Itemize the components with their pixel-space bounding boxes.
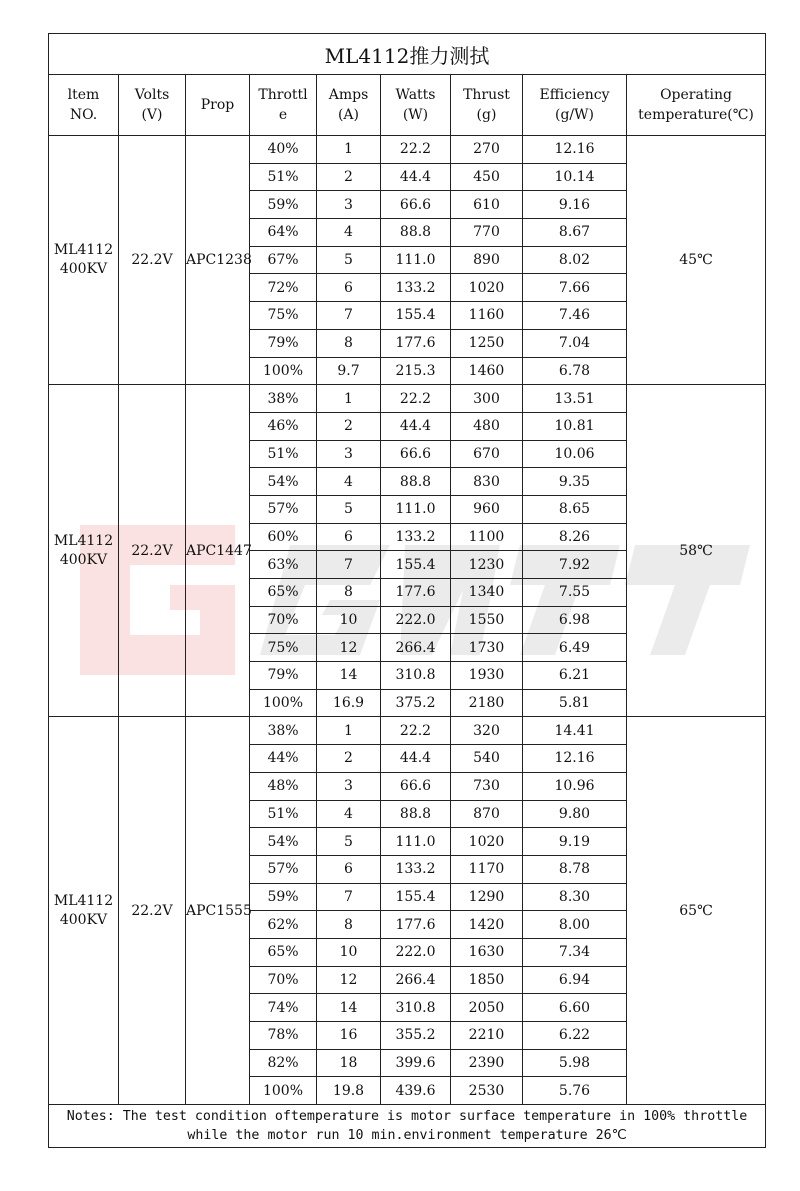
header-prop <box>186 75 250 136</box>
item-model-line: 400KV <box>59 551 108 568</box>
throttle-cell: 82% <box>250 1049 317 1077</box>
thrust-cell: 480 <box>451 412 523 440</box>
efficiency-cell: 8.26 <box>523 523 627 551</box>
header-item <box>49 75 119 136</box>
throttle-cell: 38% <box>250 385 317 413</box>
watts-cell: 44.4 <box>381 745 451 773</box>
watts-cell: 111.0 <box>381 495 451 523</box>
thrust-cell: 2050 <box>451 994 523 1022</box>
thrust-cell: 730 <box>451 772 523 800</box>
throttle-cell: 59% <box>250 883 317 911</box>
throttle-cell: 46% <box>250 412 317 440</box>
thrust-cell: 1460 <box>451 357 523 385</box>
amps-cell: 3 <box>317 440 381 468</box>
efficiency-cell: 14.41 <box>523 717 627 745</box>
thrust-cell: 960 <box>451 495 523 523</box>
watts-cell: 133.2 <box>381 274 451 302</box>
header-efficiency-line: (g/W) <box>555 107 594 123</box>
operating-temperature-cell: 45℃ <box>627 136 766 385</box>
item-model-cell <box>49 717 119 1105</box>
throttle-cell: 78% <box>250 1022 317 1050</box>
watts-cell: 439.6 <box>381 1077 451 1105</box>
table-row <box>49 717 766 745</box>
efficiency-cell: 7.66 <box>523 274 627 302</box>
watts-cell: 222.0 <box>381 938 451 966</box>
throttle-cell: 51% <box>250 800 317 828</box>
watts-cell: 44.4 <box>381 412 451 440</box>
efficiency-cell: 5.81 <box>523 689 627 717</box>
thrust-cell: 670 <box>451 440 523 468</box>
throttle-cell: 64% <box>250 219 317 247</box>
header-watts-line: (W) <box>402 107 429 123</box>
watts-cell: 222.0 <box>381 606 451 634</box>
throttle-cell: 67% <box>250 246 317 274</box>
header-throttle-line: Throttl <box>258 87 308 103</box>
efficiency-cell: 5.76 <box>523 1077 627 1105</box>
thrust-cell: 870 <box>451 800 523 828</box>
watts-cell: 155.4 <box>381 302 451 330</box>
thrust-cell: 1230 <box>451 551 523 579</box>
thrust-test-table <box>48 33 766 1148</box>
throttle-cell: 72% <box>250 274 317 302</box>
amps-cell: 5 <box>317 495 381 523</box>
volts-cell: 22.2V <box>119 717 186 1105</box>
watts-cell: 22.2 <box>381 717 451 745</box>
throttle-cell: 48% <box>250 772 317 800</box>
header-amps <box>317 75 381 136</box>
efficiency-cell: 7.55 <box>523 579 627 607</box>
efficiency-cell: 12.16 <box>523 136 627 164</box>
thrust-cell: 890 <box>451 246 523 274</box>
amps-cell: 8 <box>317 579 381 607</box>
throttle-cell: 79% <box>250 329 317 357</box>
header-volts-line: (V) <box>141 107 163 123</box>
throttle-cell: 65% <box>250 938 317 966</box>
throttle-cell: 75% <box>250 634 317 662</box>
header-throttle <box>250 75 317 136</box>
thrust-cell: 2180 <box>451 689 523 717</box>
amps-cell: 7 <box>317 551 381 579</box>
amps-cell: 18 <box>317 1049 381 1077</box>
thrust-cell: 770 <box>451 219 523 247</box>
thrust-cell: 1550 <box>451 606 523 634</box>
amps-cell: 2 <box>317 745 381 773</box>
efficiency-cell: 6.49 <box>523 634 627 662</box>
item-model-line: ML4112 <box>53 532 114 549</box>
watts-cell: 88.8 <box>381 800 451 828</box>
header-efficiency <box>523 75 627 136</box>
amps-cell: 14 <box>317 662 381 690</box>
thrust-cell: 300 <box>451 385 523 413</box>
throttle-cell: 38% <box>250 717 317 745</box>
operating-temperature-cell: 58℃ <box>627 385 766 717</box>
efficiency-cell: 7.46 <box>523 302 627 330</box>
watts-cell: 177.6 <box>381 579 451 607</box>
efficiency-cell: 10.81 <box>523 412 627 440</box>
amps-cell: 2 <box>317 163 381 191</box>
amps-cell: 14 <box>317 994 381 1022</box>
thrust-cell: 1730 <box>451 634 523 662</box>
thrust-cell: 2390 <box>451 1049 523 1077</box>
header-item-line: NO. <box>69 107 98 123</box>
watts-cell: 266.4 <box>381 966 451 994</box>
table-row <box>49 385 766 413</box>
header-temperature <box>627 75 766 136</box>
amps-cell: 1 <box>317 136 381 164</box>
watts-cell: 111.0 <box>381 828 451 856</box>
watts-cell: 155.4 <box>381 551 451 579</box>
throttle-cell: 75% <box>250 302 317 330</box>
throttle-cell: 57% <box>250 855 317 883</box>
volts-cell: 22.2V <box>119 385 186 717</box>
thrust-cell: 450 <box>451 163 523 191</box>
table-row <box>49 136 766 164</box>
item-model-line: 400KV <box>59 911 108 928</box>
efficiency-cell: 6.60 <box>523 994 627 1022</box>
header-amps-line: (A) <box>337 107 360 123</box>
amps-cell: 16.9 <box>317 689 381 717</box>
prop-cell: APC1238 <box>186 136 250 385</box>
throttle-cell: 60% <box>250 523 317 551</box>
thrust-cell: 540 <box>451 745 523 773</box>
thrust-cell: 320 <box>451 717 523 745</box>
watts-cell: 22.2 <box>381 385 451 413</box>
throttle-cell: 51% <box>250 163 317 191</box>
efficiency-cell: 8.78 <box>523 855 627 883</box>
efficiency-cell: 9.16 <box>523 191 627 219</box>
thrust-cell: 1630 <box>451 938 523 966</box>
amps-cell: 2 <box>317 412 381 440</box>
throttle-cell: 57% <box>250 495 317 523</box>
watts-cell: 22.2 <box>381 136 451 164</box>
amps-cell: 3 <box>317 772 381 800</box>
header-prop-line: Prop <box>200 97 235 113</box>
thrust-cell: 1340 <box>451 579 523 607</box>
amps-cell: 4 <box>317 219 381 247</box>
amps-cell: 8 <box>317 911 381 939</box>
table-title: ML4112推力测拭 <box>49 34 766 75</box>
header-watts-line: Watts <box>395 87 436 103</box>
efficiency-cell: 6.94 <box>523 966 627 994</box>
header-throttle-line: e <box>278 107 288 123</box>
item-model-cell <box>49 385 119 717</box>
item-model-cell <box>49 136 119 385</box>
thrust-cell: 1420 <box>451 911 523 939</box>
throttle-cell: 54% <box>250 468 317 496</box>
efficiency-cell: 10.96 <box>523 772 627 800</box>
header-volts <box>119 75 186 136</box>
throttle-cell: 63% <box>250 551 317 579</box>
watts-cell: 88.8 <box>381 468 451 496</box>
header-temperature-line: Operating <box>660 87 732 103</box>
amps-cell: 6 <box>317 855 381 883</box>
thrust-cell: 610 <box>451 191 523 219</box>
watts-cell: 66.6 <box>381 440 451 468</box>
watts-cell: 310.8 <box>381 662 451 690</box>
header-volts-line: Volts <box>134 87 170 103</box>
prop-cell: APC1447 <box>186 385 250 717</box>
watts-cell: 310.8 <box>381 994 451 1022</box>
efficiency-cell: 6.22 <box>523 1022 627 1050</box>
amps-cell: 10 <box>317 938 381 966</box>
watts-cell: 88.8 <box>381 219 451 247</box>
amps-cell: 7 <box>317 302 381 330</box>
efficiency-cell: 8.65 <box>523 495 627 523</box>
amps-cell: 5 <box>317 246 381 274</box>
watts-cell: 215.3 <box>381 357 451 385</box>
watts-cell: 355.2 <box>381 1022 451 1050</box>
throttle-cell: 65% <box>250 579 317 607</box>
watts-cell: 133.2 <box>381 523 451 551</box>
watts-cell: 44.4 <box>381 163 451 191</box>
header-temperature-line: temperature(℃) <box>638 107 754 123</box>
throttle-cell: 74% <box>250 994 317 1022</box>
amps-cell: 8 <box>317 329 381 357</box>
thrust-cell: 1290 <box>451 883 523 911</box>
thrust-cell: 1250 <box>451 329 523 357</box>
header-thrust <box>451 75 523 136</box>
amps-cell: 3 <box>317 191 381 219</box>
thrust-cell: 1930 <box>451 662 523 690</box>
notes-text: Notes: The test condition oftemperature is motor surface temperature in 100% throttle while the motor run 10 min.environment temperature 26℃ <box>49 1105 766 1148</box>
amps-cell: 19.8 <box>317 1077 381 1105</box>
throttle-cell: 44% <box>250 745 317 773</box>
efficiency-cell: 9.35 <box>523 468 627 496</box>
item-model-line: 400KV <box>59 261 108 278</box>
amps-cell: 16 <box>317 1022 381 1050</box>
efficiency-cell: 7.04 <box>523 329 627 357</box>
throttle-cell: 79% <box>250 662 317 690</box>
header-efficiency-line: Efficiency <box>539 87 610 103</box>
throttle-cell: 100% <box>250 1077 317 1105</box>
efficiency-cell: 7.34 <box>523 938 627 966</box>
amps-cell: 12 <box>317 966 381 994</box>
efficiency-cell: 10.06 <box>523 440 627 468</box>
watts-cell: 66.6 <box>381 191 451 219</box>
amps-cell: 4 <box>317 800 381 828</box>
throttle-cell: 62% <box>250 911 317 939</box>
watts-cell: 133.2 <box>381 855 451 883</box>
amps-cell: 10 <box>317 606 381 634</box>
watts-cell: 155.4 <box>381 883 451 911</box>
thrust-cell: 1100 <box>451 523 523 551</box>
watts-cell: 266.4 <box>381 634 451 662</box>
efficiency-cell: 8.02 <box>523 246 627 274</box>
amps-cell: 9.7 <box>317 357 381 385</box>
efficiency-cell: 12.16 <box>523 745 627 773</box>
operating-temperature-cell: 65℃ <box>627 717 766 1105</box>
efficiency-cell: 5.98 <box>523 1049 627 1077</box>
thrust-cell: 1160 <box>451 302 523 330</box>
watts-cell: 66.6 <box>381 772 451 800</box>
efficiency-cell: 6.98 <box>523 606 627 634</box>
efficiency-cell: 9.80 <box>523 800 627 828</box>
thrust-cell: 830 <box>451 468 523 496</box>
throttle-cell: 59% <box>250 191 317 219</box>
thrust-cell: 1850 <box>451 966 523 994</box>
throttle-cell: 100% <box>250 689 317 717</box>
header-thrust-line: Thrust <box>463 87 510 103</box>
amps-cell: 6 <box>317 274 381 302</box>
throttle-cell: 40% <box>250 136 317 164</box>
efficiency-cell: 6.21 <box>523 662 627 690</box>
efficiency-cell: 7.92 <box>523 551 627 579</box>
thrust-cell: 1170 <box>451 855 523 883</box>
throttle-cell: 100% <box>250 357 317 385</box>
amps-cell: 4 <box>317 468 381 496</box>
throttle-cell: 54% <box>250 828 317 856</box>
thrust-cell: 1020 <box>451 274 523 302</box>
efficiency-cell: 10.14 <box>523 163 627 191</box>
watts-cell: 375.2 <box>381 689 451 717</box>
efficiency-cell: 13.51 <box>523 385 627 413</box>
efficiency-cell: 8.30 <box>523 883 627 911</box>
thrust-cell: 2530 <box>451 1077 523 1105</box>
efficiency-cell: 9.19 <box>523 828 627 856</box>
throttle-cell: 70% <box>250 606 317 634</box>
watts-cell: 177.6 <box>381 911 451 939</box>
prop-cell: APC1555 <box>186 717 250 1105</box>
volts-cell: 22.2V <box>119 136 186 385</box>
item-model-line: ML4112 <box>53 242 114 259</box>
efficiency-cell: 6.78 <box>523 357 627 385</box>
watts-cell: 111.0 <box>381 246 451 274</box>
header-item-line: ltem <box>67 87 100 103</box>
throttle-cell: 70% <box>250 966 317 994</box>
amps-cell: 1 <box>317 717 381 745</box>
thrust-cell: 270 <box>451 136 523 164</box>
amps-cell: 5 <box>317 828 381 856</box>
thrust-cell: 1020 <box>451 828 523 856</box>
watts-cell: 399.6 <box>381 1049 451 1077</box>
amps-cell: 1 <box>317 385 381 413</box>
efficiency-cell: 8.00 <box>523 911 627 939</box>
item-model-line: ML4112 <box>53 892 114 909</box>
amps-cell: 6 <box>317 523 381 551</box>
header-thrust-line: (g) <box>476 107 497 123</box>
amps-cell: 12 <box>317 634 381 662</box>
thrust-cell: 2210 <box>451 1022 523 1050</box>
header-watts <box>381 75 451 136</box>
amps-cell: 7 <box>317 883 381 911</box>
throttle-cell: 51% <box>250 440 317 468</box>
efficiency-cell: 8.67 <box>523 219 627 247</box>
watts-cell: 177.6 <box>381 329 451 357</box>
header-amps-line: Amps <box>328 87 369 103</box>
